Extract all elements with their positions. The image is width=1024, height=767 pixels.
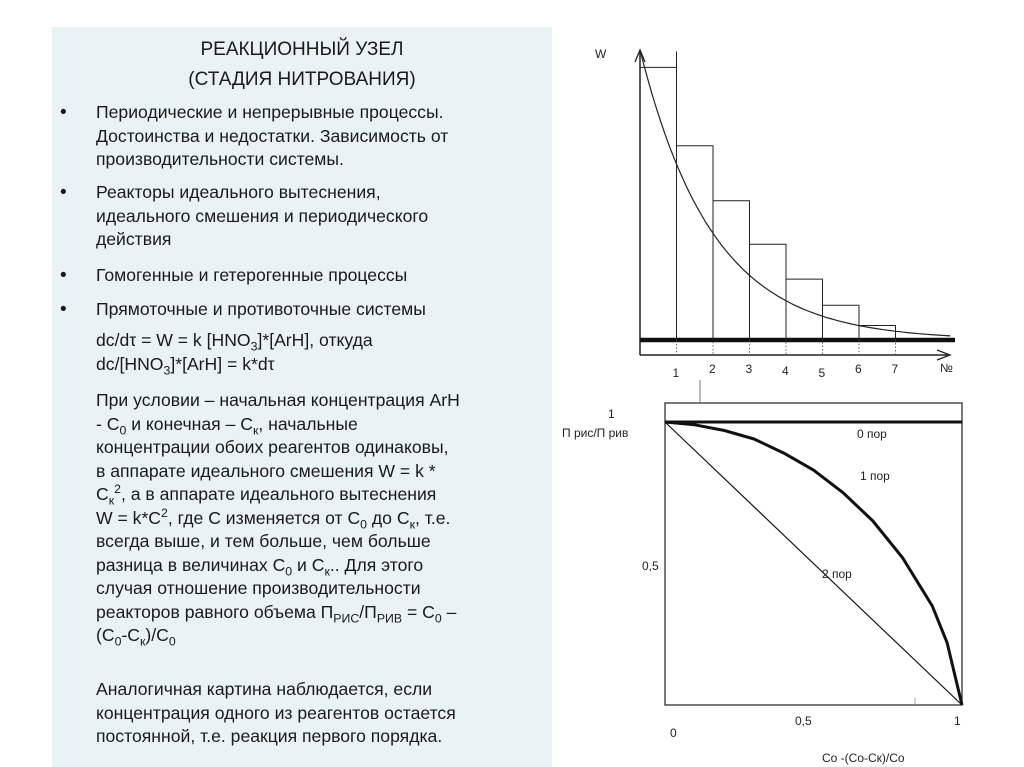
c1-bar (677, 146, 714, 340)
eq-sub: 3 (163, 363, 171, 378)
text-sub: к (252, 423, 259, 438)
text-part: , а в аппарате идеального вытеснения (120, 484, 437, 504)
text-part: W = k*C (96, 507, 162, 528)
bullet-4-text (96, 298, 426, 322)
charts-svg (560, 0, 980, 767)
bullet-3-marker: • (60, 265, 67, 286)
bullet-1-line: производительности системы. (96, 149, 344, 169)
text-sup: 2 (161, 505, 168, 520)
bullet-3-text (96, 264, 407, 288)
text-sub: к (324, 564, 330, 579)
series-label-0-por: 0 пор (857, 427, 887, 441)
bullet-2-marker: • (60, 182, 67, 203)
c2-series-line (665, 422, 962, 705)
text-part: реакторов равного объема П (96, 601, 334, 622)
c2-x-tick-05: 0,5 (795, 714, 812, 728)
c1-decay-curve (640, 50, 950, 336)
text-sub: 0 (360, 517, 368, 532)
rate-equations (96, 329, 373, 376)
text-sup: 2 (114, 482, 121, 497)
text-part: и С (292, 554, 325, 575)
c2-plot-frame (665, 403, 962, 705)
text-part: – (441, 601, 457, 622)
c1-tick-label: 7 (891, 362, 899, 376)
bullet-2-line: Реакторы идеального вытеснения, (96, 182, 381, 202)
equation-line-2 (96, 353, 373, 377)
c2-y-tick-1: 1 (608, 407, 615, 421)
c1-tick-label: 6 (855, 362, 862, 376)
text-sub: 0 (168, 634, 176, 649)
chart-productivity-ratio (562, 380, 962, 765)
eq-part: ]*[ArH], откуда (257, 330, 373, 350)
text-part: и конечная – С (126, 413, 253, 434)
paragraph-line: всегда выше, и тем больше, чем больше (96, 531, 431, 551)
paragraph-line (96, 554, 460, 578)
bullet-1-line: Периодические и непрерывные процессы. (96, 102, 444, 122)
paragraph-line: Аналогичная картина наблюдается, если (96, 679, 433, 699)
eq-part: dc/[HNO (96, 353, 164, 374)
paragraph-line: постоянной, т.е. реакция первого порядка. (96, 726, 443, 746)
slide-title-line-2: (СТАДИЯ НИТРОВАНИЯ) (188, 69, 416, 90)
c1-tick-label: 1 (672, 366, 680, 380)
paragraph-line (96, 624, 460, 648)
paragraph-line: концентрация одного из реагентов остается (96, 702, 456, 723)
bullet-4-line: Прямоточные и противоточные системы (96, 299, 426, 319)
bullet-4-marker: • (60, 299, 67, 320)
text-part: , где С изменяется от С (167, 507, 361, 528)
c2-series-lines (665, 422, 962, 705)
paragraph-line (96, 413, 460, 437)
eq-part: dc/dτ = W = k [HNO (96, 330, 251, 350)
bullet-2-text (96, 181, 428, 252)
text-part: (С (96, 625, 115, 645)
text-part: , начальные (258, 413, 358, 434)
text-part: , т.е. (414, 507, 451, 528)
c1-bar (823, 305, 860, 340)
c1-tick-label: 5 (818, 366, 826, 380)
chart-productivity-steps (595, 47, 955, 380)
slide-title-line-1: РЕАКЦИОННЫЙ УЗЕЛ (200, 39, 404, 60)
text-part: разница в величинах С (96, 554, 286, 575)
c1-bar (640, 67, 677, 340)
text-sub: 0 (285, 564, 293, 579)
text-sub: 0 (119, 423, 127, 438)
paragraph-line: При условии – начальная концентрация ArH (96, 390, 460, 410)
bullet-1-text (96, 101, 448, 172)
bullet-3-line: Гомогенные и гетерогенные процессы (96, 265, 408, 285)
text-part: - С (96, 413, 120, 434)
paragraph-line (96, 507, 460, 531)
c1-tick-label: 2 (709, 362, 716, 376)
series-label-1-por: 1 пор (860, 469, 890, 483)
bullet-1-marker: • (60, 102, 67, 123)
text-sub: РИВ (376, 611, 403, 626)
text-part: )/С (145, 625, 169, 645)
paragraph-line: в аппарате идеального смешения W = k * (96, 460, 436, 481)
series-label-2-por: 2 пор (822, 567, 852, 581)
c1-bars (640, 51, 896, 355)
c2-ylabel: П рис/П рив (562, 426, 629, 440)
text-part: .. Для этого (329, 554, 424, 575)
c1-tick-label: 3 (745, 362, 753, 376)
bullet-1-line: Достоинства и недостатки. Зависимость от (96, 125, 449, 146)
analogy-paragraph (96, 678, 456, 749)
paragraph-line (96, 483, 460, 507)
equation-line-1 (96, 329, 373, 353)
text-sub: РИС (333, 611, 360, 626)
bullet-2-line: идеального смешения и периодического (96, 205, 429, 226)
c2-x-tick-1: 1 (954, 714, 961, 728)
eq-sub: 3 (250, 339, 258, 354)
paragraph-line (96, 601, 460, 625)
c1-bar (750, 244, 787, 340)
text-panel (52, 27, 552, 767)
c1-tick-labels (673, 362, 899, 380)
text-sub: 0 (114, 634, 122, 649)
text-part: до С (367, 507, 410, 528)
text-sub: к (108, 493, 115, 508)
text-sub: к (140, 634, 146, 649)
text-sub: 0 (434, 611, 442, 626)
condition-paragraph (96, 389, 460, 648)
text-part: -С (121, 625, 141, 645)
eq-part: ]*[ArH] = k*dτ (170, 353, 275, 374)
c2-y-tick-05: 0,5 (642, 559, 659, 573)
text-part: С (96, 484, 109, 504)
text-part: /П (359, 601, 377, 622)
bullet-2-line: действия (96, 229, 172, 249)
c2-x-tick-0: 0 (670, 726, 677, 740)
paragraph-line: концентрации обоих реагентов одинаковы, (96, 437, 449, 457)
c1-ylabel: W (595, 47, 607, 61)
text-sub: к (409, 517, 415, 532)
text-part: = С (402, 601, 435, 622)
c1-tick-label: 4 (782, 364, 789, 378)
c2-xlabel: Co -(Co-Cк)/Co (822, 751, 905, 765)
paragraph-line: случая отношение производительности (96, 578, 421, 598)
c1-xlabel: № (940, 361, 953, 375)
